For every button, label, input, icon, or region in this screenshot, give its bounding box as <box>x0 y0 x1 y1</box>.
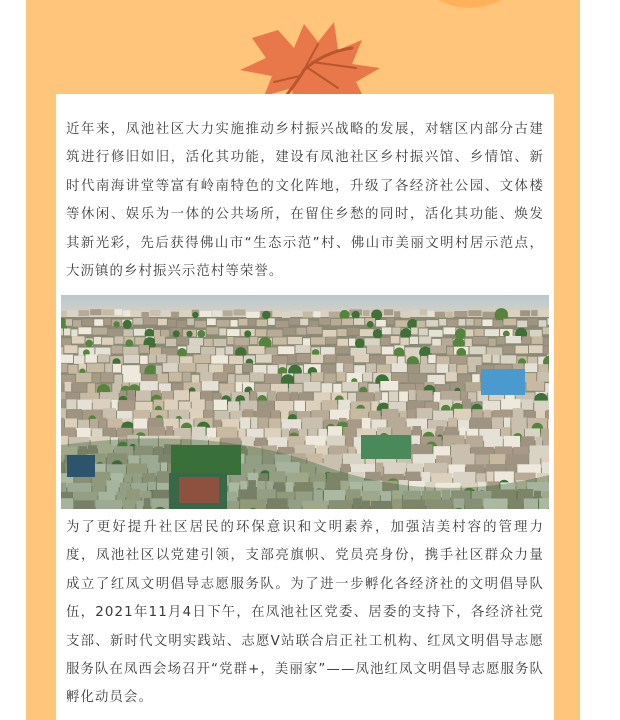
article-card <box>56 94 554 720</box>
activity-paragraph: 为了更好提升社区居民的环保意识和文明素养，加强洁美村容的管理力度，凤池社区以党建引领，支部亮旗帜、党员亮身份，携手社区群众力量成立了红凤文明倡导志愿服务队。为了进一步孵化各经济社的文明倡导队伍，2021年11月4日下午，在凤池社区党委、居委的支持下，各经济社党支部、新时代文明实践站、志愿V站联合启正社工机构、红凤文明倡导志愿服务队在凤西会场召开“党群+，美丽家”——凤池红凤文明倡导志愿服务队孵化动员会。 <box>66 520 544 706</box>
intro-paragraph: 近年来，凤池社区大力实施推动乡村振兴战略的发展，对辖区内部分古建筑进行修旧如旧，活化其功能，建设有凤池社区乡村振兴馆、乡情馆、新时代南海讲堂等富有岭南特色的文化阵地，升级了各经济社公园、文体楼等休闲、娱乐为一体的公共场所，在留住乡愁的同时，活化其功能、焕发其新光彩，先后获得佛山市“生态示范”村、佛山市美丽文明村居示范点，大沥镇的乡村振兴示范村等荣誉。 <box>66 122 544 280</box>
aerial-village-photo <box>61 295 549 509</box>
